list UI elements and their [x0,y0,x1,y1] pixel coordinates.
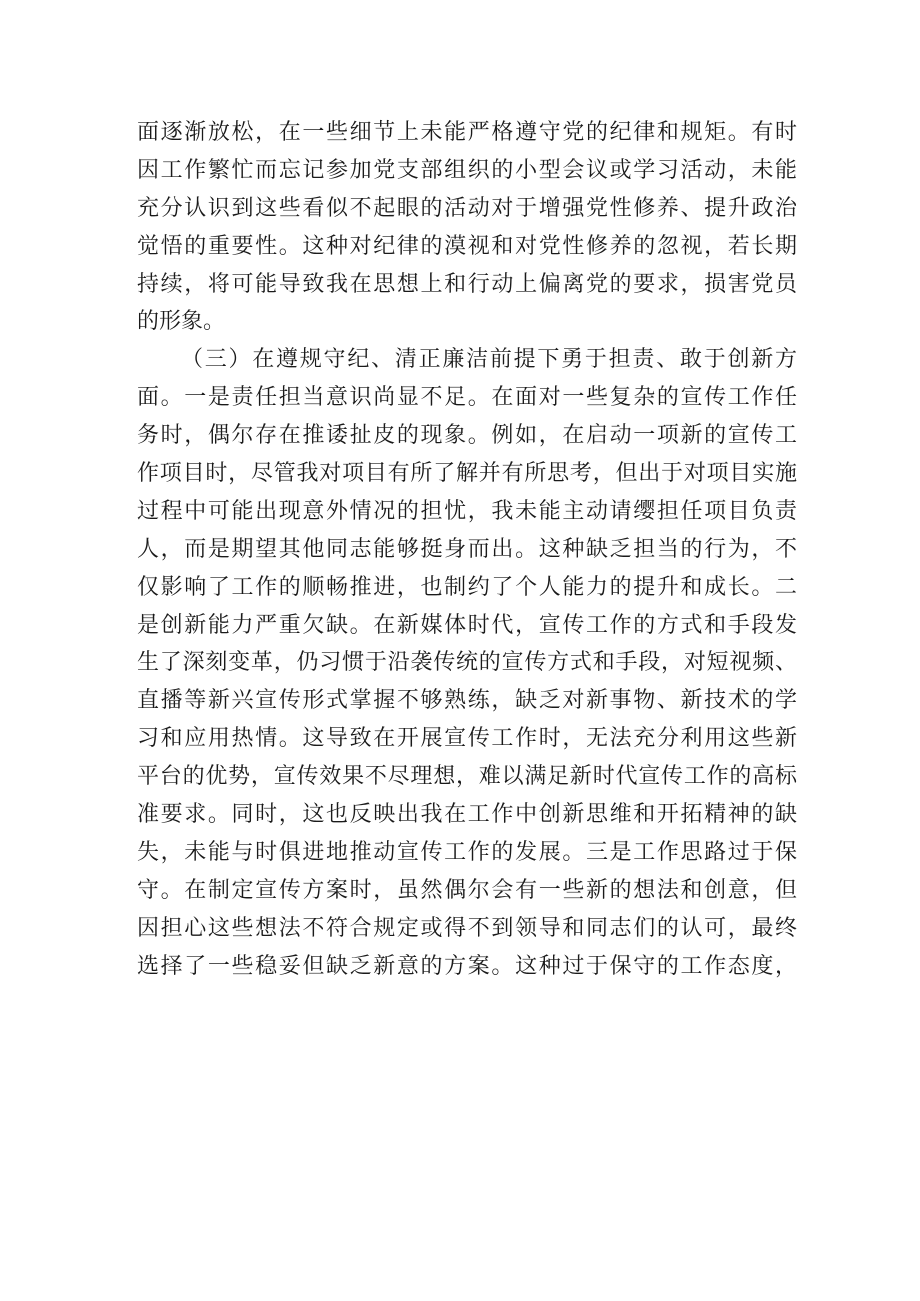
text-line: 因担心这些想法不符合规定或得不到领导和同志们的认可，最终 [137,915,797,941]
text-line: 的形象。 [137,309,226,335]
text-line: 平台的优势，宣传效果不尽理想，难以满足新时代宣传工作的高标 [137,764,797,790]
section-heading-line: （三）在遵规守纪、清正廉洁前提下勇于担责、敢于创新方 [181,347,797,373]
text-line: 面。一是责任担当意识尚显不足。在面对一些复杂的宣传工作任 [137,385,797,411]
text-line: 守。在制定宣传方案时，虽然偶尔会有一些新的想法和创意，但 [137,877,797,903]
text-line: 习和应用热情。这导致在开展宣传工作时，无法充分利用这些新 [137,726,797,752]
text-line: 失，未能与时俱进地推动宣传工作的发展。三是工作思路过于保 [137,839,797,865]
text-line: 是创新能力严重欠缺。在新媒体时代，宣传工作的方式和手段发 [137,612,797,638]
text-line: 务时，偶尔存在推诿扯皮的现象。例如，在启动一项新的宣传工 [137,423,797,449]
text-line: 过程中可能出现意外情况的担忧，我未能主动请缨担任项目负责 [137,498,797,524]
text-line: 充分认识到这些看似不起眼的活动对于增强党性修养、提升政治 [137,195,797,221]
text-line: 觉悟的重要性。这种对纪律的漠视和对党性修养的忽视，若长期 [137,233,797,259]
text-line: 仅影响了工作的顺畅推进，也制约了个人能力的提升和成长。二 [137,574,797,600]
text-line: 持续，将可能导致我在思想上和行动上偏离党的要求，损害党员 [137,271,797,297]
text-line: 选择了一些稳妥但缺乏新意的方案。这种过于保守的工作态度， [137,953,797,979]
text-line: 面逐渐放松，在一些细节上未能严格遵守党的纪律和规矩。有时 [137,120,797,145]
text-line: 作项目时，尽管我对项目有所了解并有所思考，但出于对项目实施 [137,461,797,487]
text-line: 生了深刻变革，仍习惯于沿袭传统的宣传方式和手段，对短视频、 [137,650,797,676]
body-text [137,114,797,985]
text-line: 直播等新兴宣传形式掌握不够熟练，缺乏对新事物、新技术的学 [137,688,797,714]
text-line: 准要求。同时，这也反映出我在工作中创新思维和开拓精神的缺 [137,802,797,828]
text-line: 因工作繁忙而忘记参加党支部组织的小型会议或学习活动，未能 [137,157,797,183]
text-line: 人，而是期望其他同志能够挺身而出。这种缺乏担当的行为，不 [137,536,797,562]
